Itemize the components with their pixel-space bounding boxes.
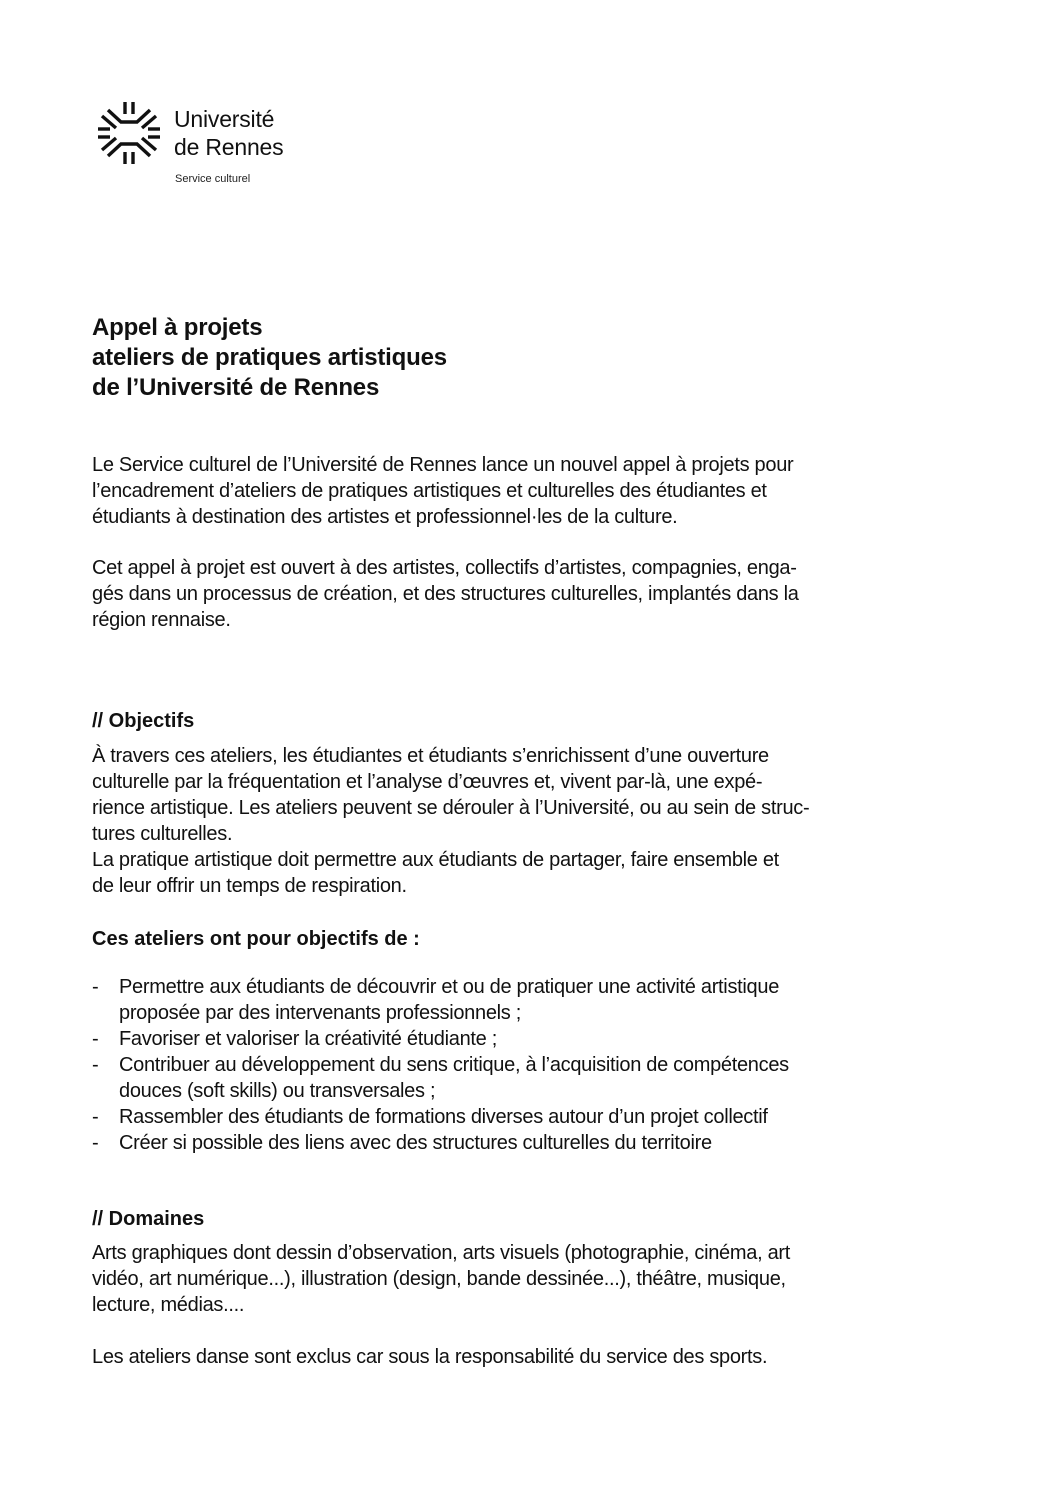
text-line: Cet appel à projet est ouvert à des artistes, collectifs d’artistes, compagnies, enga- [92, 557, 797, 579]
list-item-line: Permettre aux étudiants de découvrir et ou de pratiquer une activité artistique [119, 976, 780, 998]
domaines-heading: // Domaines [92, 1208, 205, 1230]
university-logo [96, 100, 336, 190]
universite-de-rennes-star-logo-icon [96, 100, 162, 166]
objectifs-heading: // Objectifs [92, 710, 195, 732]
text-line: tures culturelles. [92, 823, 233, 845]
list-item [92, 1026, 789, 1052]
bullet-dash: - [92, 1054, 99, 1076]
text-line: culturelle par la fréquentation et l’analyse d’œuvres et, vivent par-là, une expé- [92, 771, 763, 793]
service-name: Service culturel [175, 173, 251, 185]
list-item [92, 1104, 789, 1130]
page-title [92, 313, 447, 403]
objectifs-subheading: Ces ateliers ont pour objectifs de : [92, 928, 420, 950]
bullet-dash: - [92, 976, 99, 998]
list-item-line: proposée par des intervenants professionnels ; [119, 1002, 522, 1024]
university-name [174, 105, 283, 161]
list-item [92, 1052, 789, 1104]
text-line: La pratique artistique doit permettre aux étudiants de partager, faire ensemble et [92, 849, 779, 871]
list-item-line: Contribuer au développement du sens critique, à l’acquisition de compétences [119, 1054, 789, 1076]
text-line: gés dans un processus de création, et des structures culturelles, implantés dans la [92, 583, 799, 605]
text-line: Arts graphiques dont dessin d’observation, arts visuels (photographie, cinéma, art [92, 1242, 791, 1264]
objectifs-paragraph [92, 743, 992, 899]
text-line: de leur offrir un temps de respiration. [92, 875, 407, 897]
list-item-line: douces (soft skills) ou transversales ; [119, 1080, 436, 1102]
title-line3: de l’Université de Rennes [92, 374, 380, 401]
bullet-dash: - [92, 1106, 99, 1128]
text-line: Les ateliers danse sont exclus car sous la responsabilité du service des sports. [92, 1346, 768, 1368]
intro-paragraph-1 [92, 452, 992, 530]
university-name-line1: Université [174, 106, 275, 132]
text-line: vidéo, art numérique...), illustration (design, bande dessinée...), théâtre, musique, [92, 1268, 786, 1290]
title-line1: Appel à projets [92, 314, 263, 341]
text-line: Le Service culturel de l’Université de Rennes lance un nouvel appel à projets pour [92, 454, 794, 476]
intro-paragraph-2 [92, 555, 992, 633]
objectifs-list [92, 974, 789, 1156]
list-item-line: Rassembler des étudiants de formations diverses autour d’un projet collectif [119, 1106, 768, 1128]
list-item [92, 1130, 789, 1156]
title-line2: ateliers de pratiques artistiques [92, 344, 447, 371]
text-line: lecture, médias.... [92, 1294, 245, 1316]
university-name-line2: de Rennes [174, 134, 284, 160]
bullet-dash: - [92, 1028, 99, 1050]
text-line: À travers ces ateliers, les étudiantes et étudiants s’enrichissent d’une ouverture [92, 745, 769, 767]
domaines-paragraph [92, 1240, 992, 1318]
text-line: l’encadrement d’ateliers de pratiques artistiques et culturelles des étudiantes et [92, 480, 767, 502]
text-line: rience artistique. Les ateliers peuvent se dérouler à l’Université, ou au sein de struc- [92, 797, 810, 819]
list-item [92, 974, 789, 1026]
text-line: étudiants à destination des artistes et professionnel·les de la culture. [92, 506, 678, 528]
list-item-line: Favoriser et valoriser la créativité étudiante ; [119, 1028, 497, 1050]
text-line: région rennaise. [92, 609, 231, 631]
domaines-note [92, 1344, 992, 1370]
bullet-dash: - [92, 1132, 99, 1154]
list-item-line: Créer si possible des liens avec des structures culturelles du territoire [119, 1132, 712, 1154]
